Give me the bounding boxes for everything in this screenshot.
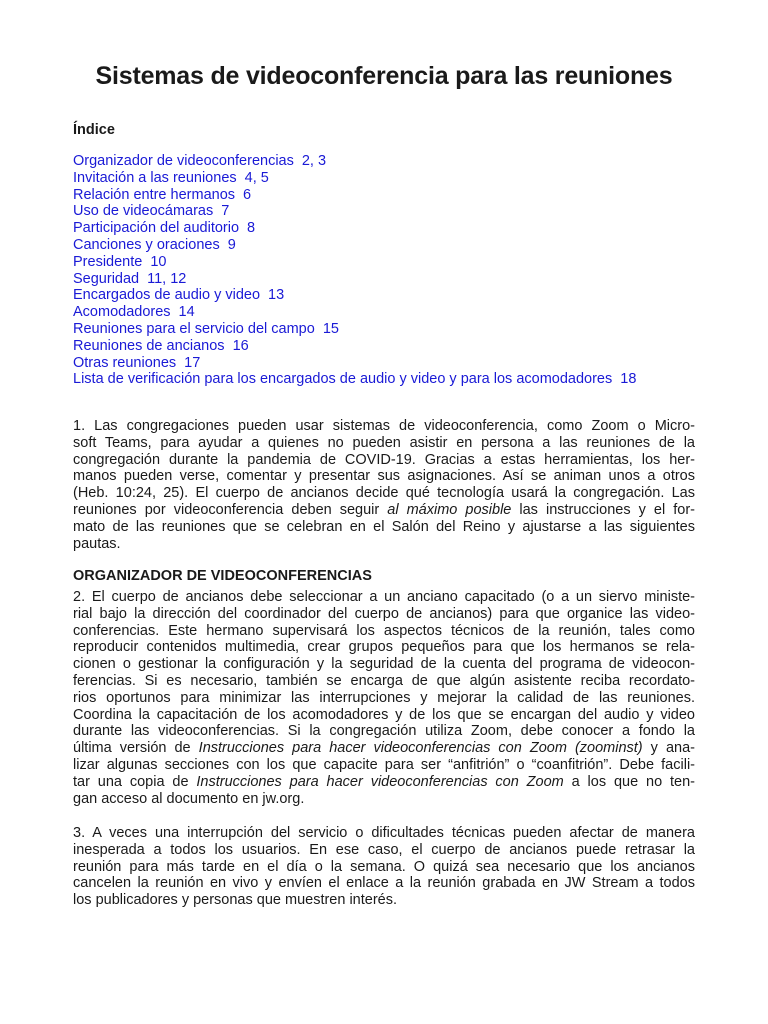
document-title-reference: Instrucciones para hacer videoconferencias con Zoom xyxy=(196,773,564,790)
toc-item[interactable]: Relación entre hermanos 6 xyxy=(73,186,252,203)
toc-page-number: 10 xyxy=(150,253,167,270)
toc-page-number: 6 xyxy=(243,186,252,203)
toc-page-number: 16 xyxy=(232,337,249,354)
toc-item[interactable]: Otras reuniones 17 xyxy=(73,354,201,371)
toc-item[interactable]: Reuniones de ancianos 16 xyxy=(73,337,249,354)
toc-page-number: 14 xyxy=(178,304,195,321)
emphasis-text: al máximo posible xyxy=(387,501,512,518)
paragraph-3: 3. A veces una interrupción del servicio o dificultades técnicas pueden afectar de manera inesperada a todos los usuarios. En ese caso, el cuerpo de ancianos puede retrasar la reunión para más tarde en el día o la semana. O quizá sea necesario que los ancianos cancelen la reunión en vivo y envíen el enlace a la reunión grabada en JW Stream a todos los publicadores y personas que muestren interés. xyxy=(73,825,695,909)
toc-page-number: 18 xyxy=(620,371,637,388)
table-of-contents xyxy=(73,153,636,388)
toc-item[interactable]: Invitación a las reuniones 4, 5 xyxy=(73,169,269,186)
toc-page-number: 4, 5 xyxy=(244,169,269,186)
toc-item[interactable]: Participación del auditorio 8 xyxy=(73,220,256,237)
toc-page-number: 15 xyxy=(322,320,339,337)
toc-page-number: 2, 3 xyxy=(301,153,327,169)
toc-item[interactable]: Canciones y oraciones 9 xyxy=(73,236,236,253)
toc-item[interactable]: Organizador de videoconferencias 2, 3 xyxy=(73,153,327,169)
toc-item[interactable]: Acomodadores 14 xyxy=(73,304,195,321)
toc-page-number: 11, 12 xyxy=(147,270,187,287)
section-heading: ORGANIZADOR DE VIDEOCONFERENCIAS xyxy=(73,568,372,584)
toc-item[interactable]: Lista de verificación para los encargados de audio y video y para los acomodadores 18 xyxy=(73,371,637,388)
toc-page-number: 9 xyxy=(227,236,236,253)
toc-page-number: 17 xyxy=(184,354,201,371)
toc-page-number: 8 xyxy=(247,220,256,237)
toc-page-number: 7 xyxy=(221,203,230,220)
toc-item[interactable]: Uso de videocámaras 7 xyxy=(73,203,230,220)
toc-item[interactable]: Encargados de audio y video 13 xyxy=(73,287,285,304)
paragraph-1: 1. Las congregaciones pueden usar sistemas de videoconferencia, como Zoom o Micro- soft Teams, para ayudar a quienes no pueden asistir en persona a las reuniones de la congregación durante la pandemia de COVID-19. Gracias a estas herramientas, los her- manos pueden verse, comentar y presentar sus asignaciones. Así se animan unos a otros (Heb. 10:24, 25). El cuerpo de ancianos decide qué tecnología usará la congregación. Las reuniones por videoconferencia deben seguir al máximo posible las instrucciones y el for- mato de las reuniones que se celebran en el Salón del Reino y ajustarse a las siguientes pautas. xyxy=(73,418,695,552)
toc-item[interactable]: Seguridad 11, 12 xyxy=(73,270,187,287)
toc-item[interactable]: Presidente 10 xyxy=(73,253,167,270)
index-heading: Índice xyxy=(73,122,115,138)
page-title: Sistemas de videoconferencia para las reuniones xyxy=(95,62,673,90)
paragraph-2: 2. El cuerpo de ancianos debe seleccionar a un anciano capacitado (o a un siervo ministe- rial bajo la dirección del coordinador del cuerpo de ancianos) para que organice las video- conferencias. Este hermano supervisará los aspectos técnicos de la reunión, tales como reproducir contenidos multimedia, crear grupos pequeños para que los hermanos se rela- cionen o gestionar la configuración y la seguridad de la cuenta del programa de videocon- ferencias. Si es necesario, también se encarga de que algún asistente reciba recordato- rios oportunos para minimizar las interrupciones y mejorar la calidad de las reuniones. Coordina la capacitación de los acomodadores y de los que se encargan del audio y video durante las videoconferencias. Si la congregación utiliza Zoom, debe conocer a fondo la última versión de Instrucciones para hacer videoconferencias con Zoom (zoominst) y ana- lizar algunas secciones con los que capacite para ser “anfitrión” o “coanfitrión”. Debe facili- tar una copia de Instrucciones para hacer videoconferencias con Zoom a los que no ten- gan acceso al documento en jw.org. xyxy=(73,589,695,807)
toc-page-number: 13 xyxy=(268,287,285,304)
toc-item[interactable]: Reuniones para el servicio del campo 15 xyxy=(73,320,339,337)
document-title-reference: Instrucciones para hacer videoconferencias con Zoom (zoominst) xyxy=(198,740,643,757)
